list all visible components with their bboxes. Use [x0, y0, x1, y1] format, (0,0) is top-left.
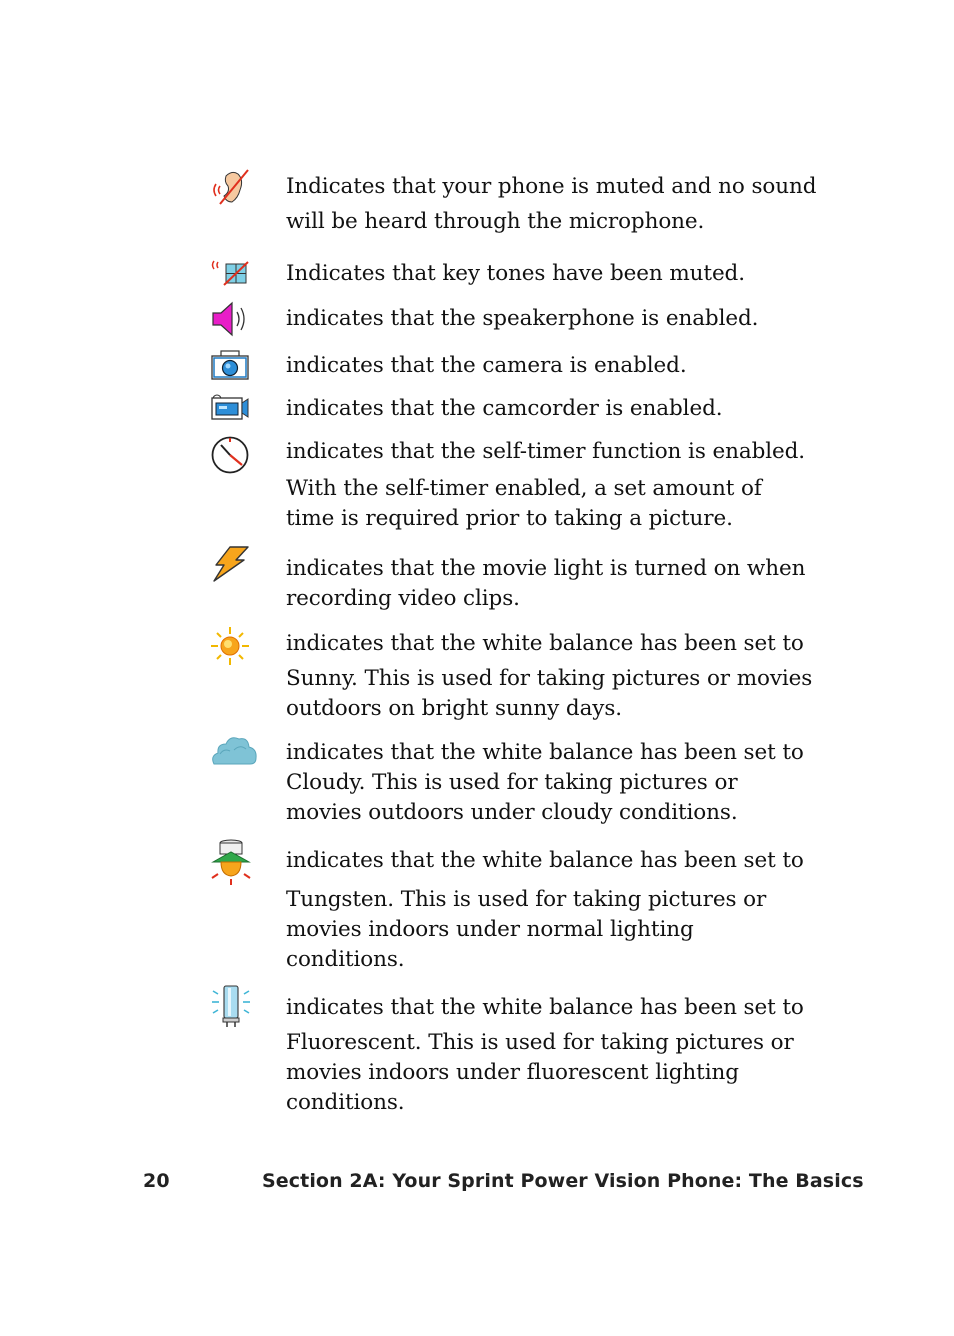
text-line: conditions.: [286, 1090, 405, 1115]
text-line: Indicates that key tones have been muted.: [286, 261, 745, 286]
mute-icon: [210, 168, 260, 212]
text-line: Cloudy. This is used for taking pictures or: [286, 770, 738, 795]
self-timer-description: [286, 437, 806, 534]
text-line: indicates that the self-timer function is enabled.: [286, 439, 806, 464]
text-line: movies indoors under fluorescent lighting: [286, 1060, 739, 1085]
self-timer-icon: [210, 435, 260, 479]
text-line: movies outdoors under cloudy conditions.: [286, 800, 738, 825]
fluorescent-icon: [210, 984, 260, 1028]
speakerphone-icon: [210, 300, 260, 344]
text-line: will be heard through the microphone.: [286, 209, 705, 234]
section-title: Section 2A: Your Sprint Power Vision Phone: The Basics: [262, 1170, 864, 1192]
text-line: Tungsten. This is used for taking pictures or: [286, 887, 767, 912]
text-line: indicates that the camcorder is enabled.: [286, 396, 723, 421]
sunny-icon: [210, 626, 260, 670]
text-line: indicates that the white balance has been set to: [286, 740, 804, 765]
movie-light-icon: [210, 545, 260, 589]
text-line: indicates that the movie light is turned on when: [286, 556, 806, 581]
page-number: 20: [143, 1170, 170, 1192]
key-tones-description: [286, 259, 806, 289]
camera-icon: [210, 349, 260, 393]
mute-description: [286, 172, 817, 237]
text-line: time is required prior to taking a picture.: [286, 506, 733, 531]
tungsten-description: [286, 846, 806, 975]
key-tones-muted-icon: [210, 257, 260, 301]
sunny-description: [286, 629, 813, 724]
text-line: conditions.: [286, 947, 405, 972]
text-line: Indicates that your phone is muted and no sound: [286, 174, 817, 199]
text-line: outdoors on bright sunny days.: [286, 696, 623, 721]
text-line: Fluorescent. This is used for taking pictures or: [286, 1030, 794, 1055]
cloudy-icon: [210, 732, 260, 776]
camera-description: [286, 351, 806, 381]
text-line: indicates that the white balance has been set to: [286, 631, 804, 656]
text-line: Sunny. This is used for taking pictures or movies: [286, 666, 813, 691]
movie-light-description: [286, 554, 806, 614]
text-line: indicates that the speakerphone is enabled.: [286, 306, 759, 331]
speakerphone-description: [286, 304, 806, 334]
text-line: movies indoors under normal lighting: [286, 917, 694, 942]
text-line: indicates that the white balance has been set to: [286, 848, 804, 873]
tungsten-icon: [210, 838, 260, 882]
camcorder-icon: [210, 393, 260, 437]
fluorescent-description: [286, 993, 806, 1118]
text-line: indicates that the camera is enabled.: [286, 353, 687, 378]
text-line: indicates that the white balance has been set to: [286, 995, 804, 1020]
cloudy-description: [286, 738, 806, 828]
camcorder-description: [286, 394, 806, 424]
text-line: recording video clips.: [286, 586, 520, 611]
text-line: With the self-timer enabled, a set amount of: [286, 476, 762, 501]
